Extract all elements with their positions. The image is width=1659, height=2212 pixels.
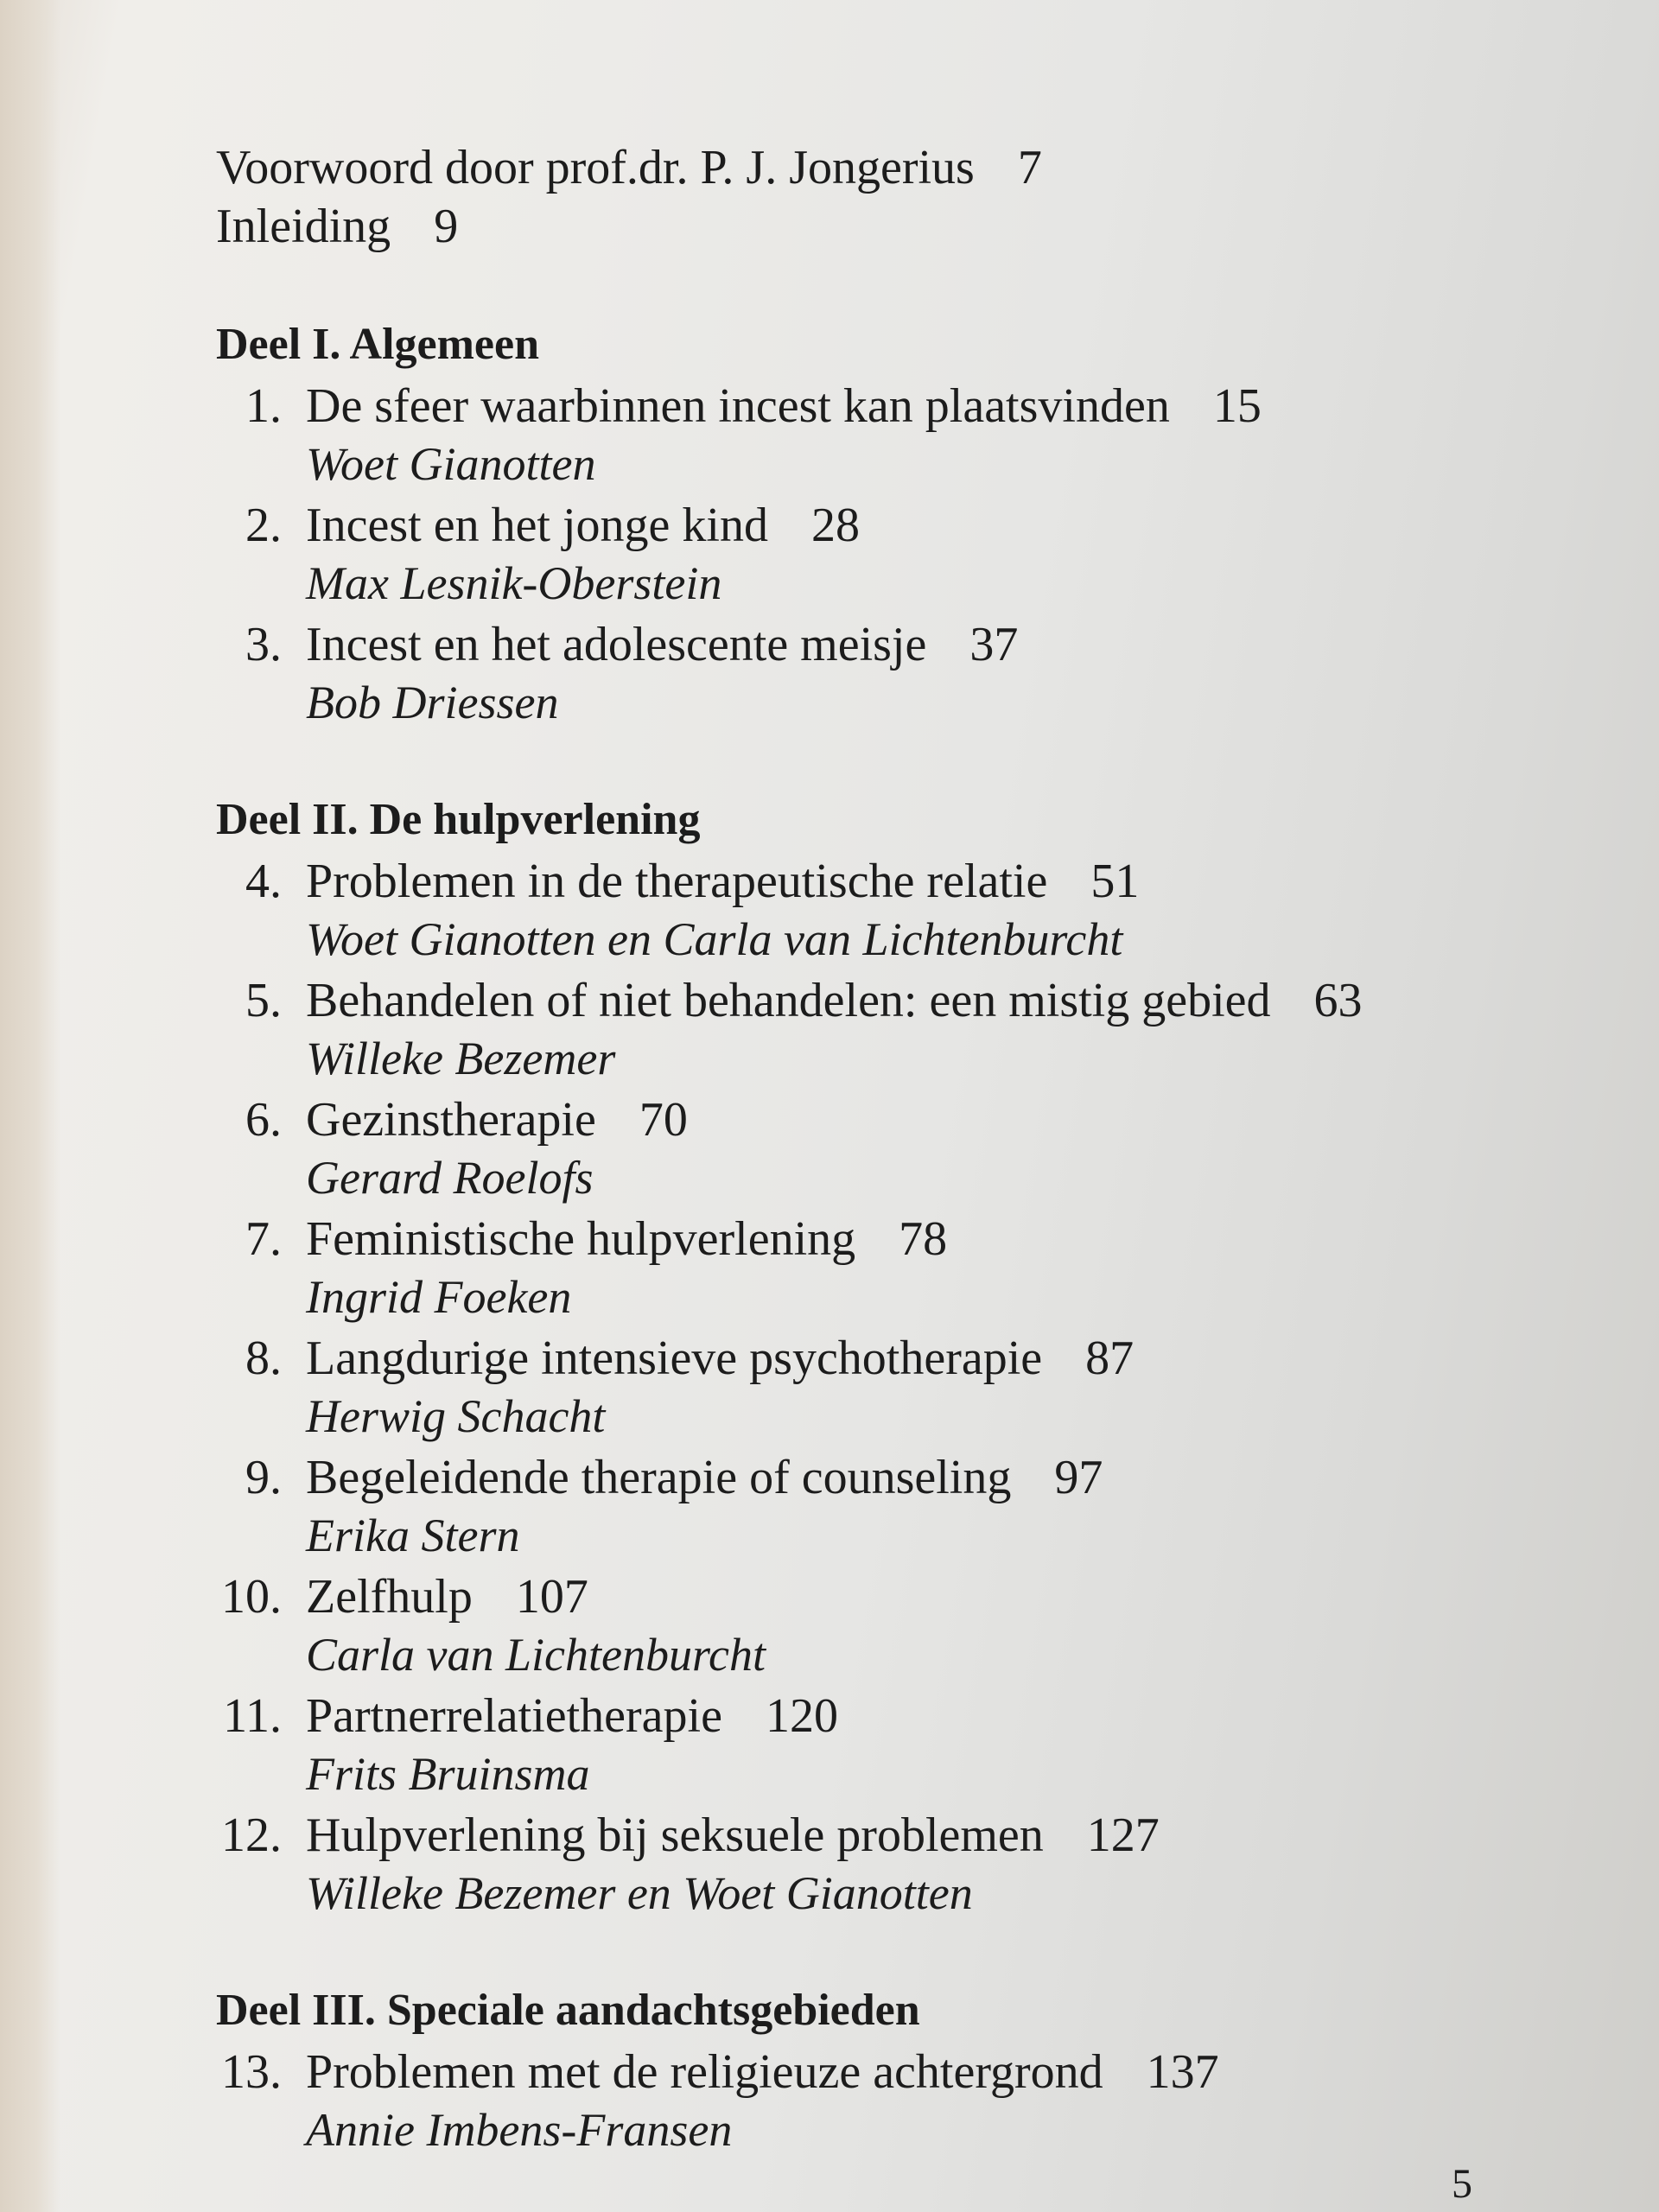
entry-author: Frits Bruinsma [306,1748,590,1800]
entry-number: 12. [221,1808,282,1862]
section-title: Deel III. Speciale aandachtsgebieden [216,1986,920,2035]
entry-title: Hulpverlening bij seksuele problemen [306,1808,1044,1862]
entry-page-number: 120 [765,1689,838,1743]
entry-number: 10. [221,1570,282,1624]
entry-author: Max Lesnik-Oberstein [306,557,722,609]
toc-entry [216,971,1512,1087]
section-title: Deel I. Algemeen [216,320,540,369]
entry-author: Annie Imbens-Fransen [306,2104,733,2156]
toc-entry [216,615,1512,731]
entry-author: Erika Stern [306,1510,520,1561]
entry-title: De sfeer waarbinnen incest kan plaatsvinden [306,379,1170,433]
toc-entry [216,1090,1512,1206]
entry-author: Bob Driessen [306,677,559,728]
entry-author: Woet Gianotten [306,438,596,490]
entry-author: Gerard Roelofs [306,1152,594,1204]
entry-number: 13. [221,2045,282,2099]
entry-page-number: 78 [899,1212,948,1266]
entry-title: Problemen met de religieuze achtergrond [306,2045,1103,2099]
toc-entry [216,1567,1512,1683]
toc-entry [216,2043,1512,2158]
entry-author: Carla van Lichtenburcht [306,1629,766,1681]
entry-number: 4. [245,855,282,908]
table-of-contents [216,138,1512,2162]
entry-page-number: 15 [1212,379,1262,433]
entry-page-number: 63 [1313,974,1363,1027]
toc-entry [216,1210,1512,1325]
toc-entry [216,496,1512,612]
entry-author: Ingrid Foeken [306,1271,572,1323]
entry-title: Feministische hulpverlening [306,1212,856,1266]
entry-number: 7. [245,1212,282,1266]
toc-section [216,1982,1512,2158]
toc-entry [216,1448,1512,1564]
entry-title: Langdurige intensieve psychotherapie [306,1332,1043,1385]
entry-page-number: 137 [1146,2045,1219,2099]
entry-title: Incest en het adolescente meisje [306,618,927,671]
entry-page-number: 37 [969,618,1019,671]
entry-number: 2. [245,499,282,552]
entry-number: 11. [223,1689,282,1743]
entry-number: 8. [245,1332,282,1385]
entry-page-number: 127 [1086,1808,1160,1862]
toc-entry [216,852,1512,968]
toc-section [216,316,1512,731]
entry-number: 6. [245,1093,282,1147]
entry-author: Woet Gianotten en Carla van Lichtenburcht [306,913,1123,965]
entry-number: 3. [245,618,282,671]
entry-page-number: 9 [434,200,459,253]
entry-page-number: 51 [1090,855,1140,908]
folio-page-number: 5 [1452,2161,1472,2207]
entry-title: Behandelen of niet behandelen: een mistig gebied [306,974,1271,1027]
section-title: Deel II. De hulpverlening [216,795,701,844]
entry-number: 9. [245,1451,282,1504]
front-matter-entry [216,197,1512,256]
entry-author: Willeke Bezemer en Woet Gianotten [306,1867,973,1919]
toc-section [216,791,1512,1922]
toc-entry [216,1329,1512,1445]
toc-entry [216,1687,1512,1802]
entry-number: 1. [245,379,282,433]
front-matter-entry [216,138,1512,197]
entry-title: Partnerrelatietherapie [306,1689,722,1743]
entry-title: Gezinstherapie [306,1093,596,1147]
page-edge [0,0,60,2212]
entry-title: Zelfhulp [306,1570,473,1624]
entry-title: Begeleidende therapie of counseling [306,1451,1012,1504]
entry-page-number: 107 [515,1570,588,1624]
entry-page-number: 97 [1054,1451,1103,1504]
entry-title: Inleiding [216,200,391,253]
entry-page-number: 70 [639,1093,688,1147]
entry-title: Problemen in de therapeutische relatie [306,855,1048,908]
entry-title: Incest en het jonge kind [306,499,768,552]
entry-page-number: 7 [1017,141,1042,194]
entry-author: Willeke Bezemer [306,1033,616,1084]
entry-page-number: 28 [810,499,860,552]
entry-page-number: 87 [1085,1332,1135,1385]
toc-entry [216,377,1512,493]
entry-number: 5. [245,974,282,1027]
entry-author: Herwig Schacht [306,1390,606,1442]
entry-title: Voorwoord door prof.dr. P. J. Jongerius [216,141,975,194]
toc-entry [216,1806,1512,1922]
